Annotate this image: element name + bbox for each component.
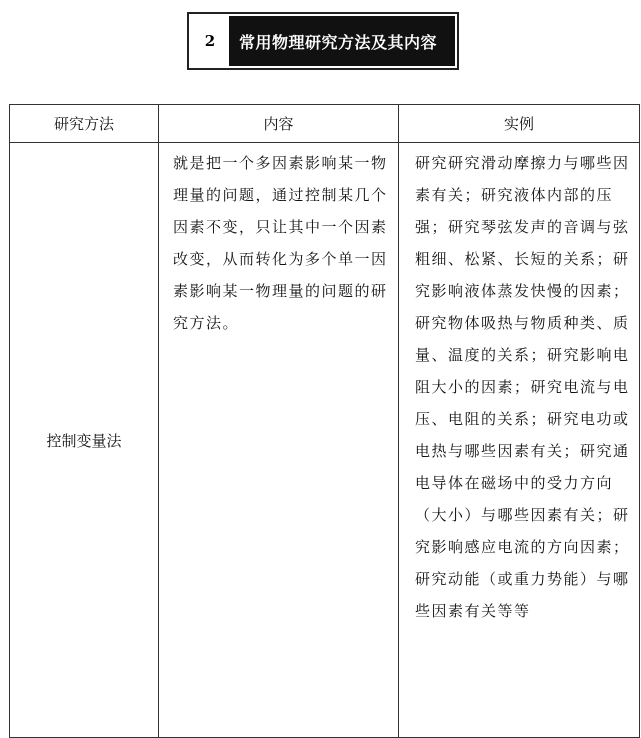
header-method: 研究方法 — [10, 105, 159, 143]
table-header-row — [10, 105, 640, 143]
method-cell: 控制变量法 — [10, 143, 159, 738]
section-title-box — [187, 12, 459, 70]
table-row — [10, 143, 640, 738]
section-number: 2 — [191, 16, 229, 66]
header-examples: 实例 — [399, 105, 640, 143]
content-cell: 就是把一个多因素影响某一物理量的问题，通过控制某几个因素不变，只让其中一个因素改变，从而转化为多个单一因素影响某一物理量的问题的研究方法。 — [159, 143, 399, 738]
methods-table — [9, 104, 640, 738]
examples-cell: 研究研究滑动摩擦力与哪些因素有关；研究液体内部的压强；研究琴弦发声的音调与弦粗细、松紧、长短的关系；研究影响液体蒸发快慢的因素；研究物体吸热与物质种类、质量、温度的关系；研究影响电阻大小的因素；研究电流与电压、电阻的关系；研究电功或电热与哪些因素有关；研究通电导体在磁场中的受力方向（大小）与哪些因素有关；研究影响感应电流的方向因素；研究动能（或重力势能）与哪些因素有关等等 — [399, 143, 640, 738]
header-content: 内容 — [159, 105, 399, 143]
section-title: 常用物理研究方法及其内容 — [229, 16, 455, 66]
